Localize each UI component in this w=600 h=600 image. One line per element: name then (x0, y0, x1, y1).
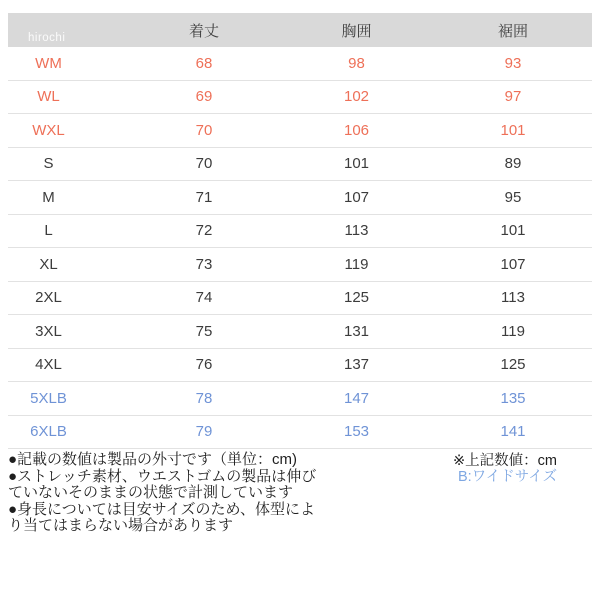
length-value: 79 (195, 423, 213, 441)
hem-value: 101 (500, 222, 526, 240)
seller-watermark: hirochi (28, 32, 66, 44)
length-value: 72 (195, 222, 213, 240)
chest-value: 101 (343, 155, 370, 173)
chest-value: 98 (348, 54, 365, 72)
hem-value: 113 (501, 289, 525, 307)
note-item: ●身長については目安サイズのため、体型により当てはまらない場合があります (8, 500, 315, 534)
length-value: 71 (195, 188, 213, 206)
size-label: S (43, 155, 54, 173)
hem-value: 125 (500, 356, 526, 374)
chest-value: 106 (343, 121, 370, 139)
hem-value: 141 (500, 423, 526, 441)
length-value: 74 (195, 289, 213, 307)
size-label: 4XL (35, 356, 62, 374)
table-row (8, 47, 592, 81)
length-value: 70 (195, 121, 213, 139)
length-value: 76 (195, 356, 213, 374)
measurement-notes (8, 452, 326, 535)
size-label: M (42, 188, 55, 206)
hem-value: 89 (504, 155, 522, 173)
hem-value: 101 (500, 121, 526, 139)
note-item: ●ストレッチ素材、ウエストゴムの製品は伸びていないそのままの状態で計測しています (8, 467, 317, 501)
wide-size-note: B:ワイドサイズ (458, 469, 558, 485)
table-row (8, 248, 592, 282)
length-value: 70 (195, 155, 213, 173)
chest-value: 153 (343, 423, 370, 441)
size-label: 5XLB (30, 389, 67, 407)
table-row (8, 181, 592, 215)
chest-value: 131 (343, 322, 370, 340)
chest-value: 137 (343, 356, 370, 374)
side-note (453, 453, 557, 485)
note-item: ●記載の数値は製品の外寸です（単位：cm) (8, 451, 298, 468)
table-row (8, 282, 592, 316)
header-chest: 胸囲 (341, 22, 372, 40)
hem-value: 135 (500, 389, 526, 407)
length-value: 73 (195, 255, 213, 273)
unit-note: ※上記数値：cm (453, 453, 557, 469)
table-row (8, 215, 592, 249)
size-chart-table (8, 13, 592, 449)
chest-value: 102 (343, 88, 370, 106)
hem-value: 119 (501, 322, 525, 340)
table-row (8, 315, 592, 349)
size-label: 6XLB (30, 423, 67, 441)
chest-value: 119 (344, 255, 369, 273)
hem-value: 93 (504, 54, 522, 72)
table-row (8, 114, 592, 148)
table-row (8, 382, 592, 416)
chest-value: 125 (343, 289, 370, 307)
size-label: WXL (32, 121, 65, 139)
length-value: 68 (195, 54, 213, 72)
hem-value: 107 (500, 255, 526, 273)
chest-value: 113 (344, 222, 369, 240)
hem-value: 95 (504, 188, 522, 206)
length-value: 69 (195, 88, 213, 106)
length-value: 78 (195, 389, 213, 407)
table-row (8, 81, 592, 115)
size-label: 3XL (35, 322, 62, 340)
size-label: WL (37, 88, 60, 106)
chest-value: 107 (343, 188, 370, 206)
size-label: XL (39, 255, 58, 273)
size-label: 2XL (35, 289, 62, 307)
table-row (8, 148, 592, 182)
length-value: 75 (195, 322, 213, 340)
header-length: 着丈 (188, 22, 219, 40)
size-label: L (44, 222, 53, 240)
table-row (8, 349, 592, 383)
hem-value: 97 (504, 88, 522, 106)
table-row (8, 416, 592, 450)
header-hem: 裾囲 (497, 22, 528, 40)
size-label: WM (35, 54, 62, 72)
table-header-row (8, 13, 592, 47)
chest-value: 147 (343, 389, 370, 407)
